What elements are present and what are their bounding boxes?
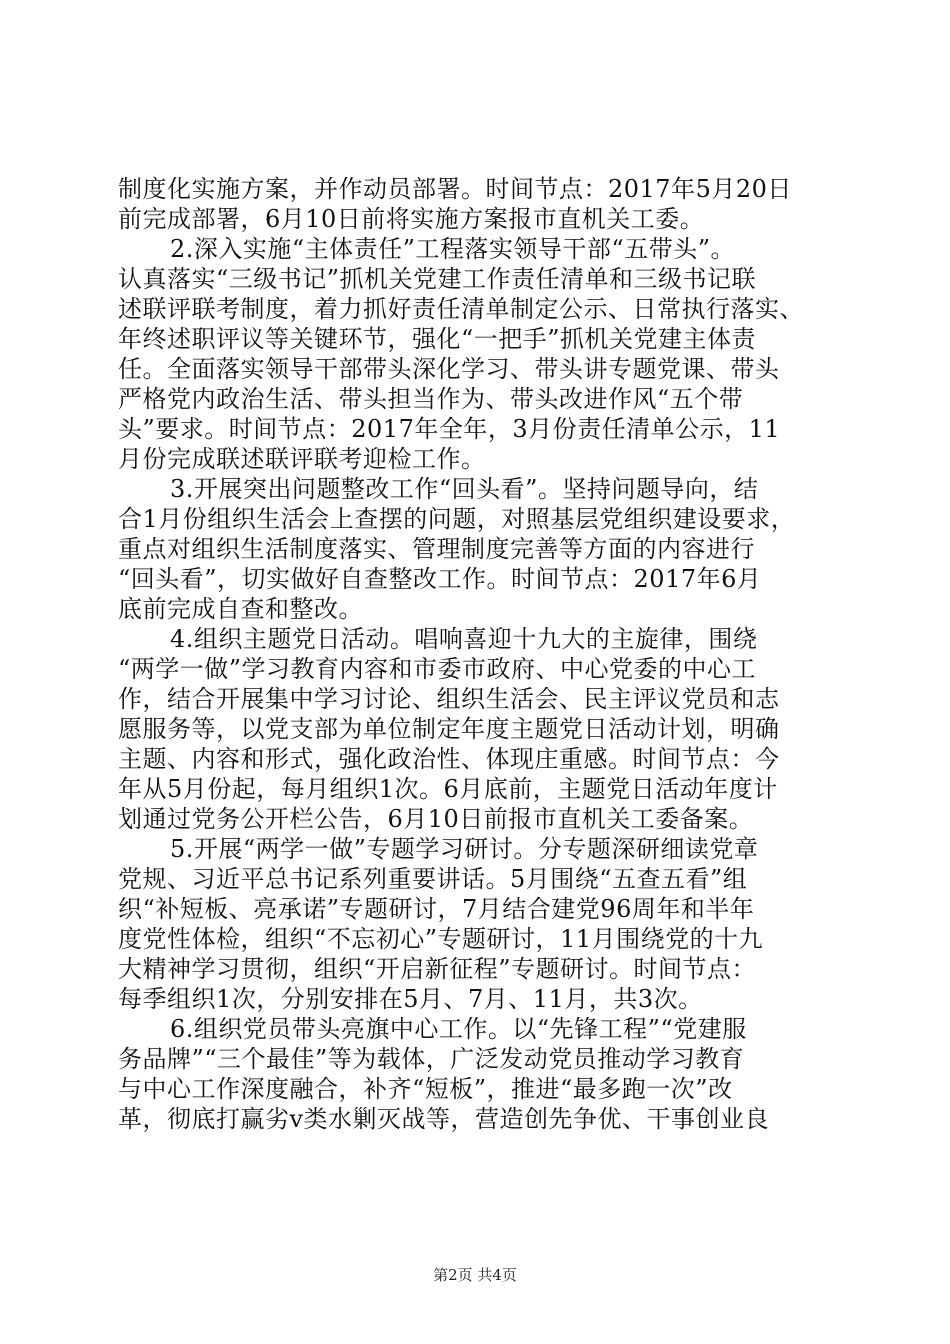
- text-line: 作，结合开展集中学习讨论、组织生活会、民主评议党员和志: [118, 685, 780, 713]
- paragraph-heading-2: 2.深入实施“主体责任”工程落实领导干部“五带头”。: [170, 235, 735, 263]
- body-text: [118, 174, 832, 1134]
- text-line: 度党性体检，组织“不忘初心”专题研讨，11月围绕党的十九: [118, 925, 764, 953]
- text-line: 严格党内政治生活、带头担当作为、带头改进作风“五个带: [118, 385, 744, 413]
- text-line: 月份完成联述联评联考迎检工作。: [118, 445, 486, 473]
- text-line: 党规、习近平总书记系列重要讲话。5月围绕“五查五看”组: [118, 865, 748, 893]
- page-footer: [0, 1266, 950, 1284]
- text-line: 合1月份组织生活会上查摆的问题，对照基层党组织建设要求，: [118, 505, 796, 533]
- text-line: 大精神学习贯彻，组织“开启新征程”专题研讨。时间节点：: [118, 955, 757, 983]
- text-line: 认真落实“三级书记”抓机关党建工作责任清单和三级书记联: [118, 265, 757, 293]
- text-line: 每季组织1次，分别安排在5月、7月、11月，共3次。: [118, 985, 703, 1013]
- paragraph-heading-6: 6.组织党员带头亮旗中心工作。以“先锋工程”“党建服: [170, 1015, 747, 1043]
- text-line: “回头看”，切实做好自查整改工作。时间节点：2017年6月: [118, 565, 762, 593]
- paragraph-heading-4: 4.组织主题党日活动。唱响喜迎十九大的主旋律，围绕: [170, 625, 758, 653]
- text-line: 与中心工作深度融合，补齐“短板”，推进“最多跑一次”改: [118, 1075, 733, 1103]
- text-line: 前完成部署，6月10日前将实施方案报市直机关工委。: [118, 205, 705, 233]
- text-line: 头”要求。时间节点：2017年全年，3月份责任清单公示，11: [118, 415, 781, 443]
- text-line: 划通过党务公开栏公告，6月10日前报市直机关工委备案。: [118, 805, 754, 833]
- text-line: 述联评联考制度，着力抓好责任清单制定公示、日常执行落实、: [118, 295, 804, 323]
- text-line: 任。全面落实领导干部带头深化学习、带头讲专题党课、带头: [118, 355, 780, 383]
- text-line: 底前完成自查和整改。: [118, 595, 363, 623]
- text-line: 主题、内容和形式，强化政治性、体现庄重感。时间节点：今: [118, 745, 780, 773]
- text-line: 务品牌”“三个最佳”等为载体，广泛发动党员推动学习教育: [118, 1045, 745, 1073]
- text-line: 重点对组织生活制度落实、管理制度完善等方面的内容进行: [118, 535, 755, 563]
- page-number-label: 第2页 共4页: [433, 1266, 517, 1284]
- text-line: “两学一做”学习教育内容和市委市政府、中心党委的中心工: [118, 655, 757, 683]
- text-line: 年终述职评议等关键环节，强化“一把手”抓机关党建主体责: [118, 325, 757, 353]
- text-line: 制度化实施方案，并作动员部署。时间节点：2017年5月20日: [118, 175, 792, 203]
- paragraph-heading-3: 3.开展突出问题整改工作“回头看”。坚持问题导向，结: [170, 475, 759, 503]
- text-line: 织“补短板、亮承诺”专题研讨，7月结合建党96周年和半年: [118, 895, 755, 923]
- paragraph-heading-5: 5.开展“两学一做”专题学习研讨。分专题深研细读党章: [170, 835, 759, 863]
- text-line: 愿服务等，以党支部为单位制定年度主题党日活动计划，明确: [118, 715, 780, 743]
- text-line: 年从5月份起，每月组织1次。6月底前，主题党日活动年度计: [118, 775, 778, 803]
- text-line: 革，彻底打赢劣v类水剿灭战等，营造创先争优、干事创业良: [118, 1105, 770, 1133]
